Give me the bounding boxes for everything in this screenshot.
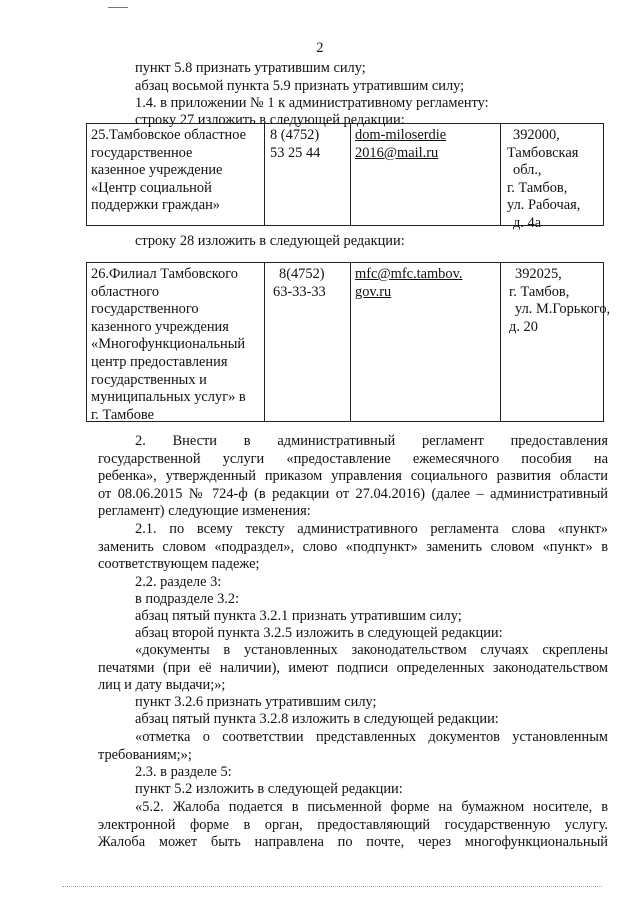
line-5-2: пункт 5.2 изложить в следующей редакции: bbox=[135, 781, 403, 797]
intro-line-1: пункт 5.8 признать утратившим силу; bbox=[135, 60, 366, 76]
quote-complaint: «5.2. Жалоба подается в письменной форме на бумажном носителе, в электронной форме в орган, предоставляющий государственную услугу. Жалоба может быть направлена по почте, через многофункциональный bbox=[98, 799, 608, 850]
intro-line-3: 1.4. в приложении № 1 к административному регламенту: bbox=[135, 95, 489, 111]
row27-phone: 8 (4752) 53 25 44 bbox=[270, 127, 321, 161]
line-3-2-8: абзац пятый пункта 3.2.8 изложить в следующей редакции: bbox=[135, 711, 499, 727]
item-2-3: 2.3. в разделе 5: bbox=[135, 764, 232, 780]
line-3-2-6: пункт 3.2.6 признать утратившим силу; bbox=[135, 694, 377, 710]
quote-mark: «отметка о соответствии представленных документов установленным требованиям;»; bbox=[98, 729, 608, 763]
table-row-27 bbox=[86, 123, 604, 231]
intro-line-2: абзац восьмой пункта 5.9 признать утратившим силу; bbox=[135, 78, 465, 94]
line-3-2-5: абзац второй пункта 3.2.5 изложить в следующей редакции: bbox=[135, 625, 503, 641]
scan-mark bbox=[108, 7, 128, 8]
line-3-2-1: абзац пятый пункта 3.2.1 признать утратившим силу; bbox=[135, 608, 462, 624]
intro-line-4: строку 27 изложить в следующей редакции: bbox=[135, 112, 405, 128]
row28-name: 26.Филиал Тамбовского областного государственного казенного учреждения «Многофункциональный центр предоставления государственных и муниципальных услуг» в г. Тамбове bbox=[91, 266, 246, 423]
scan-bottom-edge bbox=[62, 886, 602, 887]
row27-name: 25.Тамбовское областное государственное казенное учреждение «Центр социальной поддержки граждан» bbox=[91, 127, 247, 214]
row27-email-link[interactable]: dom-miloserdie 2016@mail.ru bbox=[355, 127, 447, 161]
row28-phone: 8(4752) 63-33-33 bbox=[273, 266, 326, 300]
row28-address: 392025, г. Тамбов, ул. М.Горького, д. 20 bbox=[509, 266, 611, 335]
table-row-28 bbox=[86, 262, 611, 423]
paragraph-2-1: 2.1. по всему тексту административного регламента слова «пункт» заменить словом «подраздел», слово «подпункт» заменить словом «пункт» в соответствующем падеже; bbox=[98, 521, 608, 572]
subsection-3-2: в подразделе 3.2: bbox=[135, 591, 240, 607]
row28-email-link[interactable]: mfc@mfc.tambov. gov.ru bbox=[355, 266, 463, 300]
page-number: 2 bbox=[316, 40, 324, 56]
row28-caption: строку 28 изложить в следующей редакции: bbox=[135, 233, 405, 249]
item-2-2: 2.2. разделе 3: bbox=[135, 574, 222, 590]
row27-address: 392000, Тамбовская обл., г. Тамбов, ул. Рабочая, д. 4а bbox=[507, 127, 581, 231]
paragraph-2: 2. Внести в административный регламент предоставления государственной услуги «предоставление ежемесячного пособия на ребенка», утвержденный приказом управления социального развития области от 08.06.2015 № 724-ф (в редакции от 27.04.2016) (далее – административный регламент) следующие изменения: bbox=[98, 433, 608, 519]
quote-documents: «документы в установленных законодательством случаях скреплены печатями (при её наличии), имеют подписи определенных законодательством лиц и дату выдачи;»; bbox=[98, 642, 608, 693]
